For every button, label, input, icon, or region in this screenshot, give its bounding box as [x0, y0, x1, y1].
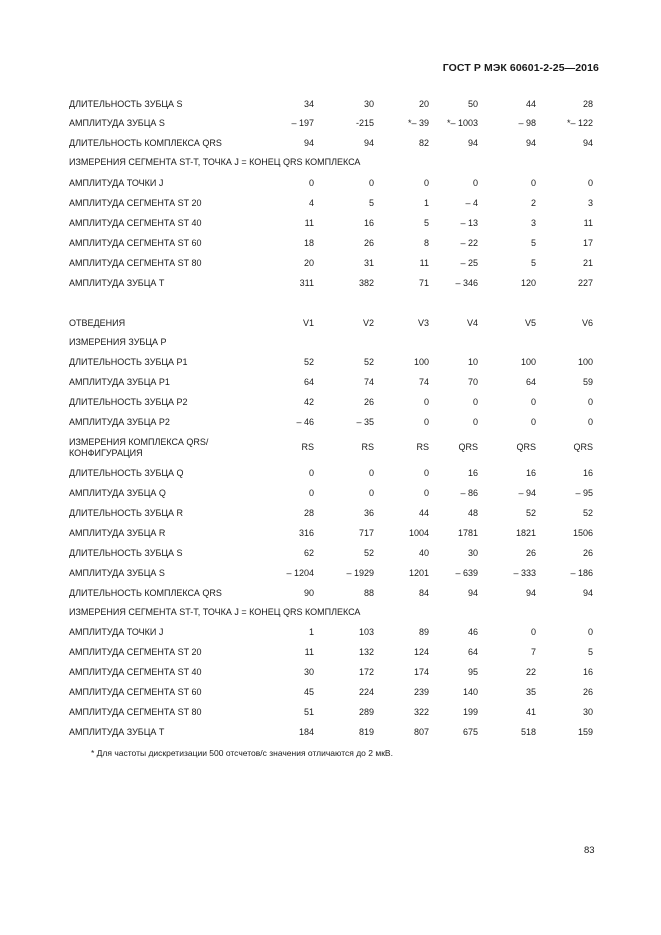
- table-row: [0, 627, 661, 641]
- section-heading-row: [0, 607, 661, 621]
- row-label: АМПЛИТУДА ЗУБЦА Р2: [69, 417, 170, 427]
- cell-v5: 120: [520, 278, 536, 288]
- cell-v6: 0: [587, 397, 593, 407]
- cell-v2: 52: [363, 548, 374, 558]
- cell-v2: 0: [368, 468, 374, 478]
- cell-v1: 18: [303, 238, 314, 248]
- lead-v5: V5: [524, 318, 536, 328]
- cell-v3: 71: [418, 278, 429, 288]
- cell-v5: 0: [530, 627, 536, 637]
- table-row: [0, 138, 661, 152]
- cell-v1: 94: [303, 138, 314, 148]
- cell-v1: 51: [303, 707, 314, 717]
- table-row: [0, 528, 661, 542]
- row-label: ДЛИТЕЛЬНОСТЬ ЗУБЦА S: [69, 99, 183, 109]
- lead-header-row: [0, 318, 661, 332]
- row-label: ДЛИТЕЛЬНОСТЬ ЗУБЦА R: [69, 508, 184, 518]
- cell-v1: 64: [303, 377, 314, 387]
- cell-v4: – 25: [460, 258, 478, 268]
- cell-v1: 20: [303, 258, 314, 268]
- cell-v4: 0: [472, 178, 478, 188]
- cell-v1: 1: [308, 627, 314, 637]
- cell-v1: 311: [299, 278, 314, 288]
- cell-v6: 227: [577, 278, 593, 288]
- cell-v3: 322: [413, 707, 429, 717]
- cell-v1: 45: [303, 687, 314, 697]
- cell-v4: 30: [467, 548, 478, 558]
- cell-v3: 1201: [408, 568, 429, 578]
- cell-v4: – 86: [460, 488, 478, 498]
- table-row: [0, 238, 661, 252]
- cell-v2: 224: [358, 687, 374, 697]
- cell-v6: 16: [582, 667, 593, 677]
- cell-v3: *– 39: [407, 118, 429, 128]
- table-row: [0, 178, 661, 192]
- cell-v5: 52: [525, 508, 536, 518]
- cell-v3: 100: [413, 357, 429, 367]
- cell-v5: 0: [530, 178, 536, 188]
- section-heading-row: [0, 157, 661, 171]
- cell-v4: 0: [472, 417, 478, 427]
- footnote: * Для частоты дискретизации 500 отсчетов/с значения отличаются до 2 мкВ.: [91, 748, 393, 758]
- table-row: [0, 118, 661, 132]
- cell-v3: 174: [413, 667, 429, 677]
- row-label: ДЛИТЕЛЬНОСТЬ КОМПЛЕКСА QRS: [69, 138, 222, 148]
- cell-v2: 30: [363, 99, 374, 109]
- cell-v5: 100: [520, 357, 536, 367]
- lead-header-label: ОТВЕДЕНИЯ: [69, 318, 126, 328]
- lead-v2: V2: [362, 318, 374, 328]
- row-label: АМПЛИТУДА СЕГМЕНТА ST 80: [69, 707, 202, 717]
- cell-v5: 1821: [515, 528, 536, 538]
- cell-v1: – 46: [296, 417, 314, 427]
- cell-v2: 5: [368, 198, 374, 208]
- cell-v2: – 35: [356, 417, 374, 427]
- cell-v1: 62: [303, 548, 314, 558]
- table-row: [0, 687, 661, 701]
- cell-v4: 1781: [457, 528, 478, 538]
- cell-v6: 26: [582, 687, 593, 697]
- table-row: [0, 377, 661, 391]
- table-row: [0, 357, 661, 371]
- table-row: [0, 198, 661, 212]
- cell-v3: 82: [418, 138, 429, 148]
- row-label: АМПЛИТУДА ТОЧКИ J: [69, 178, 164, 188]
- row-label: ИЗМЕРЕНИЯ КОМПЛЕКСА QRS/КОНФИГУРАЦИЯ: [69, 437, 209, 458]
- cell-v6: 26: [582, 548, 593, 558]
- table-row: [0, 508, 661, 522]
- section-heading: ИЗМЕРЕНИЯ ЗУБЦА Р: [69, 337, 167, 347]
- cell-v5: 94: [525, 138, 536, 148]
- cell-v1: 316: [298, 528, 314, 538]
- cell-v1: 0: [308, 468, 314, 478]
- cell-v6: 94: [582, 588, 593, 598]
- cell-v6: 0: [587, 417, 593, 427]
- row-label: АМПЛИТУДА СЕГМЕНТА ST 80: [69, 258, 202, 268]
- cell-v1: 52: [303, 357, 314, 367]
- cell-v5: 26: [525, 548, 536, 558]
- cell-v2: 0: [368, 178, 374, 188]
- cell-v2: 26: [363, 397, 374, 407]
- cell-v6: 100: [577, 357, 593, 367]
- cell-v2: 16: [363, 218, 374, 228]
- cell-v3: 84: [418, 588, 429, 598]
- cell-v2: RS: [361, 442, 374, 452]
- cell-v1: – 197: [291, 118, 314, 128]
- table-row: [0, 437, 661, 458]
- cell-v2: 94: [363, 138, 374, 148]
- cell-v5: 5: [530, 238, 536, 248]
- cell-v5: 5: [530, 258, 536, 268]
- cell-v2: -215: [355, 118, 374, 128]
- cell-v5: 94: [525, 588, 536, 598]
- cell-v4: 94: [467, 138, 478, 148]
- row-label: АМПЛИТУДА ТОЧКИ J: [69, 627, 164, 637]
- cell-v5: 3: [530, 218, 536, 228]
- cell-v6: 0: [587, 627, 593, 637]
- table-row: [0, 99, 661, 113]
- cell-v2: 36: [363, 508, 374, 518]
- cell-v4: 64: [467, 647, 478, 657]
- cell-v1: – 1204: [286, 568, 314, 578]
- cell-v6: 11: [583, 218, 593, 228]
- cell-v6: 52: [582, 508, 593, 518]
- cell-v2: 74: [363, 377, 374, 387]
- cell-v3: 11: [419, 258, 429, 268]
- cell-v3: 807: [413, 727, 429, 737]
- cell-v6: – 95: [575, 488, 593, 498]
- cell-v5: – 94: [518, 488, 536, 498]
- table-row: [0, 568, 661, 582]
- cell-v3: RS: [416, 442, 429, 452]
- cell-v4: – 13: [460, 218, 478, 228]
- table-row: [0, 397, 661, 411]
- cell-v4: 140: [462, 687, 478, 697]
- cell-v4: 94: [467, 588, 478, 598]
- row-label: АМПЛИТУДА ЗУБЦА S: [69, 568, 165, 578]
- table-row: [0, 727, 661, 741]
- cell-v3: 1004: [408, 528, 429, 538]
- cell-v2: 717: [358, 528, 374, 538]
- cell-v3: 74: [418, 377, 429, 387]
- section-heading-row: [0, 337, 661, 351]
- cell-v2: 26: [363, 238, 374, 248]
- cell-v5: 7: [530, 647, 536, 657]
- cell-v5: 0: [530, 397, 536, 407]
- cell-v3: 40: [418, 548, 429, 558]
- table-row: [0, 488, 661, 502]
- cell-v5: 0: [530, 417, 536, 427]
- cell-v1: 11: [304, 647, 314, 657]
- page-number: 83: [584, 845, 595, 856]
- cell-v6: 28: [582, 99, 593, 109]
- table-row: [0, 588, 661, 602]
- row-label: ДЛИТЕЛЬНОСТЬ ЗУБЦА Р1: [69, 357, 188, 367]
- cell-v5: – 98: [518, 118, 536, 128]
- cell-v3: 0: [423, 488, 429, 498]
- table-row: [0, 707, 661, 721]
- cell-v1: 0: [308, 178, 314, 188]
- cell-v3: 20: [418, 99, 429, 109]
- cell-v4: 46: [467, 627, 478, 637]
- cell-v2: 88: [363, 588, 374, 598]
- cell-v2: 819: [358, 727, 374, 737]
- table-row: [0, 468, 661, 482]
- cell-v5: 44: [525, 99, 536, 109]
- cell-v3: 0: [423, 178, 429, 188]
- row-label: ДЛИТЕЛЬНОСТЬ КОМПЛЕКСА QRS: [69, 588, 222, 598]
- row-label: ДЛИТЕЛЬНОСТЬ ЗУБЦА Q: [69, 468, 184, 478]
- cell-v4: *– 1003: [446, 118, 478, 128]
- cell-v4: 10: [467, 357, 478, 367]
- cell-v6: 17: [582, 238, 593, 248]
- table-row: [0, 548, 661, 562]
- row-label: АМПЛИТУДА ЗУБЦА S: [69, 118, 165, 128]
- cell-v1: 30: [303, 667, 314, 677]
- cell-v3: 0: [423, 417, 429, 427]
- cell-v3: 0: [423, 468, 429, 478]
- row-label: ДЛИТЕЛЬНОСТЬ ЗУБЦА S: [69, 548, 183, 558]
- cell-v6: 16: [582, 468, 593, 478]
- row-label: АМПЛИТУДА ЗУБЦА R: [69, 528, 166, 538]
- cell-v6: *– 122: [566, 118, 593, 128]
- row-label: АМПЛИТУДА ЗУБЦА Т: [69, 727, 165, 737]
- cell-v5: – 333: [513, 568, 536, 578]
- cell-v1: 184: [298, 727, 314, 737]
- cell-v1: 42: [303, 397, 314, 407]
- cell-v5: 2: [530, 198, 536, 208]
- cell-v5: 518: [520, 727, 536, 737]
- table-row: [0, 278, 661, 292]
- table-row: [0, 667, 661, 681]
- cell-v5: 64: [525, 377, 536, 387]
- cell-v3: 239: [413, 687, 429, 697]
- cell-v4: 95: [467, 667, 478, 677]
- cell-v2: – 1929: [346, 568, 374, 578]
- lead-v6: V6: [581, 318, 593, 328]
- cell-v6: 0: [587, 178, 593, 188]
- cell-v2: 52: [363, 357, 374, 367]
- cell-v3: 8: [423, 238, 429, 248]
- row-label: АМПЛИТУДА СЕГМЕНТА ST 60: [69, 238, 202, 248]
- section-heading: ИЗМЕРЕНИЯ СЕГМЕНТА ST-T, ТОЧКА J = КОНЕЦ QRS КОМПЛЕКСА: [69, 607, 361, 617]
- cell-v6: QRS: [573, 442, 593, 452]
- cell-v4: 199: [462, 707, 478, 717]
- cell-v2: 132: [358, 647, 374, 657]
- cell-v4: 16: [467, 468, 478, 478]
- cell-v2: 172: [358, 667, 374, 677]
- row-label: АМПЛИТУДА СЕГМЕНТА ST 20: [69, 647, 202, 657]
- cell-v1: RS: [301, 442, 314, 452]
- cell-v3: 1: [423, 198, 429, 208]
- cell-v6: 5: [587, 647, 593, 657]
- lead-v1: V1: [302, 318, 314, 328]
- cell-v4: QRS: [458, 442, 478, 452]
- section-heading: ИЗМЕРЕНИЯ СЕГМЕНТА ST-T, ТОЧКА J = КОНЕЦ QRS КОМПЛЕКСА: [69, 157, 361, 167]
- row-label: АМПЛИТУДА СЕГМЕНТА ST 60: [69, 687, 202, 697]
- cell-v6: 21: [582, 258, 593, 268]
- cell-v4: – 4: [465, 198, 478, 208]
- cell-v2: 31: [363, 258, 374, 268]
- cell-v6: 159: [577, 727, 593, 737]
- row-label: АМПЛИТУДА СЕГМЕНТА ST 40: [69, 218, 202, 228]
- cell-v1: 0: [308, 488, 314, 498]
- cell-v2: 103: [358, 627, 374, 637]
- row-label: АМПЛИТУДА ЗУБЦА Т: [69, 278, 165, 288]
- cell-v3: 5: [423, 218, 429, 228]
- cell-v1: 28: [303, 508, 314, 518]
- cell-v3: 124: [413, 647, 429, 657]
- row-label: АМПЛИТУДА ЗУБЦА Q: [69, 488, 166, 498]
- cell-v2: 0: [368, 488, 374, 498]
- row-label: АМПЛИТУДА СЕГМЕНТА ST 20: [69, 198, 202, 208]
- cell-v4: 50: [467, 99, 478, 109]
- cell-v2: 382: [358, 278, 374, 288]
- cell-v5: 41: [525, 707, 536, 717]
- cell-v6: 94: [582, 138, 593, 148]
- cell-v1: 11: [304, 218, 314, 228]
- cell-v5: 16: [525, 468, 536, 478]
- cell-v4: – 22: [460, 238, 478, 248]
- cell-v5: 22: [525, 667, 536, 677]
- cell-v3: 44: [418, 508, 429, 518]
- cell-v2: 289: [358, 707, 374, 717]
- cell-v1: 4: [308, 198, 314, 208]
- cell-v1: 34: [303, 99, 314, 109]
- table-row: [0, 647, 661, 661]
- cell-v6: 3: [587, 198, 593, 208]
- row-label: АМПЛИТУДА ЗУБЦА Р1: [69, 377, 170, 387]
- cell-v4: 0: [472, 397, 478, 407]
- cell-v6: 1506: [572, 528, 593, 538]
- lead-v3: V3: [417, 318, 429, 328]
- cell-v1: 90: [303, 588, 314, 598]
- cell-v4: 70: [467, 377, 478, 387]
- cell-v4: – 346: [455, 278, 478, 288]
- lead-v4: V4: [466, 318, 478, 328]
- cell-v3: 89: [418, 627, 429, 637]
- cell-v4: – 639: [455, 568, 478, 578]
- cell-v6: 30: [582, 707, 593, 717]
- table-row: [0, 258, 661, 272]
- cell-v6: – 186: [570, 568, 593, 578]
- table-row: [0, 218, 661, 232]
- row-label: ДЛИТЕЛЬНОСТЬ ЗУБЦА Р2: [69, 397, 188, 407]
- document-header: ГОСТ Р МЭК 60601-2-25—2016: [442, 62, 599, 74]
- cell-v3: 0: [423, 397, 429, 407]
- row-label: АМПЛИТУДА СЕГМЕНТА ST 40: [69, 667, 202, 677]
- cell-v4: 675: [462, 727, 478, 737]
- cell-v5: QRS: [516, 442, 536, 452]
- cell-v4: 48: [467, 508, 478, 518]
- cell-v5: 35: [525, 687, 536, 697]
- table-row: [0, 417, 661, 431]
- cell-v6: 59: [582, 377, 593, 387]
